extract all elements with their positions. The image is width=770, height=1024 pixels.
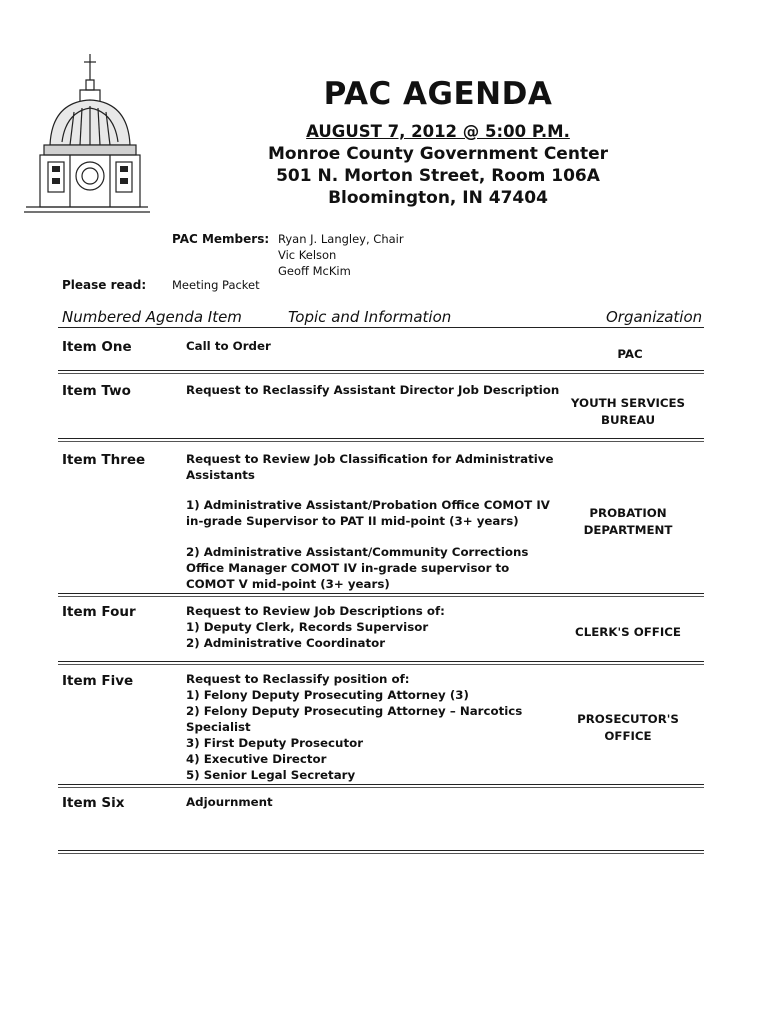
item-two-org	[548, 395, 708, 429]
org-line: YOUTH SERVICES	[570, 396, 686, 410]
item-three-sub1	[186, 497, 556, 529]
header-rule	[58, 327, 704, 328]
org-line: PROSECUTOR'S	[577, 712, 679, 726]
divider	[58, 438, 704, 439]
topic-line: 5) Senior Legal Secretary	[186, 768, 356, 782]
please-read-label: Please read:	[62, 278, 147, 292]
item-one-topic	[186, 338, 556, 354]
column-header-org: Organization	[606, 308, 703, 326]
divider	[58, 441, 704, 442]
org-line: DEPARTMENT	[583, 523, 673, 537]
member-name: Geoff McKim	[278, 264, 351, 278]
meeting-date: AUGUST 7, 2012 @ 5:00 P.M.	[306, 122, 570, 141]
courthouse-dome-logo	[22, 50, 152, 220]
topic-line: Request to Reclassify position of:	[186, 672, 410, 686]
page-title: PAC AGENDA	[323, 76, 553, 112]
item-one-org	[560, 346, 700, 363]
topic-line: in-grade Supervisor to PAT II mid-point (3+ years)	[186, 514, 519, 528]
topic-line: 4) Executive Director	[186, 752, 327, 766]
divider	[58, 370, 704, 371]
members-label: PAC Members:	[172, 232, 270, 246]
topic-line: Request to Review Job Descriptions of:	[186, 604, 445, 618]
topic-line: Adjournment	[186, 795, 273, 809]
topic-line: 1) Felony Deputy Prosecuting Attorney (3)	[186, 688, 469, 702]
org-line: OFFICE	[604, 729, 652, 743]
item-five-topic	[186, 671, 556, 783]
item-five-org	[548, 711, 708, 745]
divider	[58, 593, 704, 594]
topic-line: Specialist	[186, 720, 251, 734]
member-name: Ryan J. Langley, Chair	[278, 232, 404, 246]
org-line: PAC	[617, 347, 643, 361]
member-name: Vic Kelson	[278, 248, 337, 262]
column-header-item: Numbered Agenda Item	[62, 308, 242, 326]
divider	[58, 664, 704, 665]
topic-line: Request to Review Job Classification for Administrative	[186, 452, 554, 466]
item-four-topic	[186, 603, 556, 651]
item-six-topic	[186, 794, 556, 810]
topic-line: 1) Administrative Assistant/Probation Office COMOT IV	[186, 498, 550, 512]
item-two-topic	[186, 382, 560, 398]
item-three-label: Item Three	[62, 452, 146, 468]
item-three-org	[548, 505, 708, 539]
item-four-org	[548, 624, 708, 641]
topic-line: 1) Deputy Clerk, Records Supervisor	[186, 620, 429, 634]
topic-line: COMOT V mid-point (3+ years)	[186, 577, 390, 591]
address-line-2: 501 N. Morton Street, Room 106A	[276, 166, 600, 186]
org-line: BUREAU	[600, 413, 656, 427]
topic-line: 2) Administrative Coordinator	[186, 636, 386, 650]
divider	[58, 787, 704, 788]
org-line: PROBATION	[589, 506, 667, 520]
item-four-label: Item Four	[62, 604, 136, 620]
topic-line: Request to Reclassify Assistant Director Job Description	[186, 383, 560, 397]
column-header-topic: Topic and Information	[288, 308, 452, 326]
topic-line: Office Manager COMOT IV in-grade supervisor to	[186, 561, 510, 575]
item-one-label: Item One	[62, 339, 132, 355]
topic-line: Assistants	[186, 468, 255, 482]
topic-line: 2) Felony Deputy Prosecuting Attorney – Narcotics	[186, 704, 523, 718]
divider	[58, 373, 704, 374]
divider	[58, 853, 704, 854]
topic-line: 2) Administrative Assistant/Community Corrections	[186, 545, 529, 559]
topic-line: Call to Order	[186, 339, 271, 353]
please-read-value: Meeting Packet	[172, 278, 260, 292]
divider	[58, 784, 704, 785]
org-line: CLERK'S OFFICE	[575, 625, 681, 639]
topic-line: 3) First Deputy Prosecutor	[186, 736, 364, 750]
divider	[58, 596, 704, 597]
address-line-3: Bloomington, IN 47404	[328, 188, 548, 208]
item-five-label: Item Five	[62, 673, 134, 689]
item-two-label: Item Two	[62, 383, 131, 399]
item-three-sub2	[186, 544, 556, 592]
item-three-intro	[186, 451, 556, 483]
address-line-1: Monroe County Government Center	[268, 144, 608, 164]
divider	[58, 850, 704, 851]
item-six-label: Item Six	[62, 795, 125, 811]
members-list	[278, 231, 404, 279]
divider	[58, 661, 704, 662]
